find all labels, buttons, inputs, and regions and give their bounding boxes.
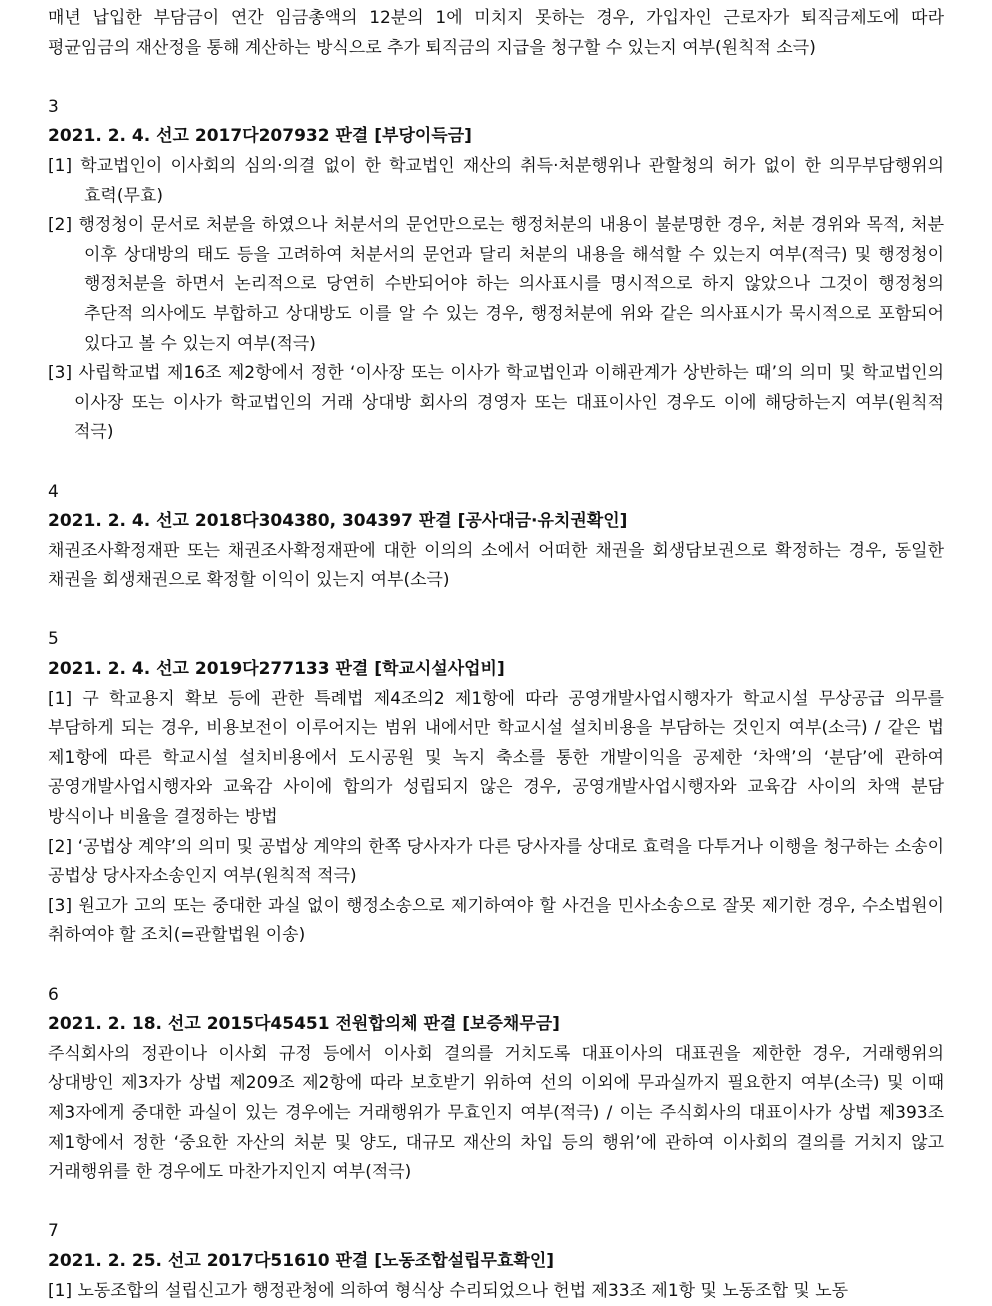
case-number: 7 [48,1221,59,1242]
case-item: [1] 학교법인이 이사회의 심의·의결 없이 한 학교법인 재산의 취득·처분행위나 관할청의 허가 없이 한 의무부담행위의 효력(무효) [48,155,944,206]
case-item: [1] 구 학교용지 확보 등에 관한 특례법 제4조의2 제1항에 따라 공영개발사업시행자가 학교시설 무상공급 의무를 부담하게 되는 경우, 비용보전이 이루어지는 범위 내에서만 학교시설 설치비용을 부담하는 것인지 여부(소극) / 같은 법 제1항에 따른 학교시설 설치비용에서 도시공원 및 녹지 축소를 통한 개발이익을 공제한 ‘차액’의 ‘분담’에 관하여 공영개발사업시행자와 교육감 사이에 합의가 성립되지 않은 경우, 공영개발사업시행자와 교육감 사이의 차액 분담 방식이나 비율을 결정하는 방법 [48,688,944,828]
case-title: 2021. 2. 4. 선고 2019다277133 판결 [학교시설사업비] [48,659,505,680]
case-item: [3] 원고가 고의 또는 중대한 과실 없이 행정소송으로 제기하여야 할 사건을 민사소송으로 잘못 제기한 경우, 수소법원이 취하여야 할 조치(=관할법원 이송) [48,895,944,946]
case-title: 2021. 2. 4. 선고 2018다304380, 304397 판결 [공사대금·유치권확인] [48,511,628,532]
intro-paragraph: 매년 납입한 부담금이 연간 임금총액의 12분의 1에 미치지 못하는 경우, 가입자인 근로자가 퇴직금제도에 따라 평균임금의 재산정을 통해 계산하는 방식으로 추가 퇴직금의 지급을 청구할 수 있는지 여부(원칙적 소극) [48,8,944,58]
case-item: [2] 행정청이 문서로 처분을 하였으나 처분서의 문언만으로는 행정처분의 내용이 불분명한 경우, 처분 경위와 목적, 처분 이후 상대방의 태도 등을 고려하여 처분서의 문언과 달리 처분의 내용을 해석할 수 있는지 여부(적극) 및 행정청이 행정처분을 하면서 논리적으로 당연히 수반되어야 하는 의사표시를 명시적으로 하지 않았으나 그것이 행정청의 추단적 의사에도 부합하고 상대방도 이를 알 수 있는 경우, 행정처분에 위와 같은 의사표시가 묵시적으로 포함되어 있다고 볼 수 있는지 여부(적극) [48,215,944,354]
case-item: [3] 사립학교법 제16조 제2항에서 정한 ‘이사장 또는 이사가 학교법인과 이해관계가 상반하는 때’의 의미 및 학교법인의 이사장 또는 이사가 학교법인의 거래 상대방 회사의 경영자 또는 대표이사인 경우도 이에 해당하는지 여부(원칙적 적극) [48,363,944,443]
case-number: 6 [48,984,59,1005]
case-number: 3 [48,96,59,117]
case-item: [2] ‘공법상 계약’의 의미 및 공법상 계약의 한쪽 당사자가 다른 당사자를 상대로 효력을 다투거나 이행을 청구하는 소송이 공법상 당사자소송인지 여부(원칙적 적극) [48,836,944,887]
case-item: 주식회사의 정관이나 이사회 규정 등에서 이사회 결의를 거치도록 대표이사의 대표권을 제한한 경우, 거래행위의 상대방인 제3자가 상법 제209조 제2항에 따라 보호받기 위하여 선의 이외에 무과실까지 필요한지 여부(소극) 및 이때 제3자에게 중대한 과실이 있는 경우에는 거래행위가 무효인지 여부(적극) / 이는 주식회사의 대표이사가 상법 제393조 제1항에서 정한 ‘중요한 자산의 처분 및 양도, 대규모 재산의 차입 등의 행위’에 관하여 이사회의 결의를 거치지 않고 거래행위를 한 경우에도 마찬가지인지 여부(적극) [48,1043,944,1183]
case-item: 채권조사확정재판 또는 채권조사확정재판에 대한 이의의 소에서 어떠한 채권을 회생담보권으로 확정하는 경우, 동일한 채권을 회생채권으로 확정할 이익이 있는지 여부(소극) [48,540,944,591]
case-title: 2021. 2. 4. 선고 2017다207932 판결 [부당이득금] [48,126,472,147]
case-number: 5 [48,629,59,650]
case-title: 2021. 2. 18. 선고 2015다45451 전원합의체 판결 [보증채무금] [48,1014,560,1035]
case-item: [1] 노동조합의 설립신고가 행정관청에 의하여 형식상 수리되었으나 헌법 제33조 제1항 및 노동조합 및 노동 [48,1280,849,1301]
case-number: 4 [48,481,59,502]
case-title: 2021. 2. 25. 선고 2017다51610 판결 [노동조합설립무효확인] [48,1250,555,1271]
